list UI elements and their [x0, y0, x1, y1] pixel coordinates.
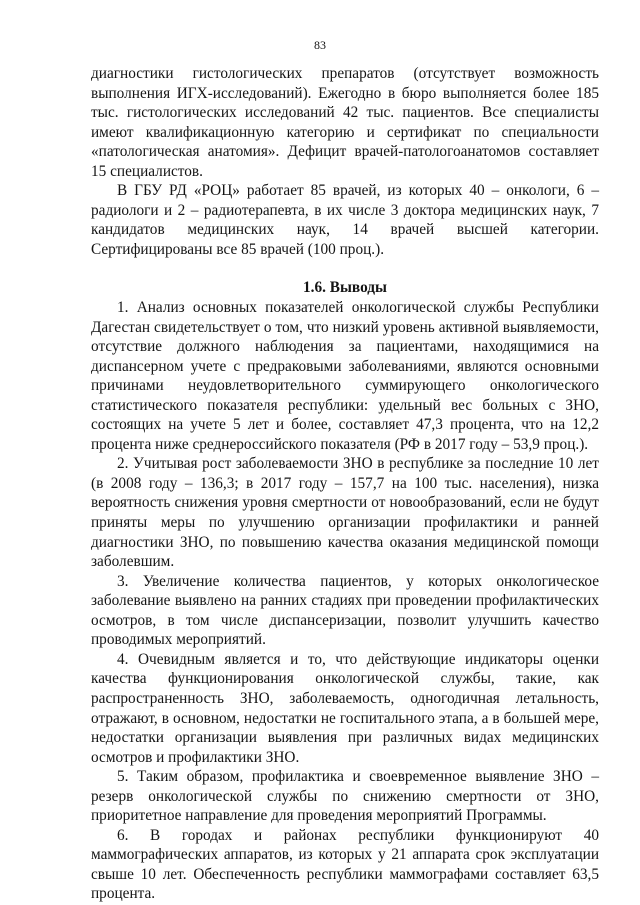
paragraph-oncology-center-staff: В ГБУ РД «РОЦ» работает 85 врачей, из которых 40 – онкологи, 6 – радиологи и 2 – радиотерапевта, в их числе 3 доктора медицинских наук, 7 кандидатов медицинских наук, 14 врачей высшей категории. Сертифицированы все 85 врачей (100 проц.).	[91, 182, 599, 258]
page-number: 83	[314, 38, 326, 52]
conclusion-item: 4. Очевидным является и то, что действующие индикаторы оценки качества функционирования онкологической службы, такие, как распространенность ЗНО, заболеваемость, одногодичная летальность, отражают, в основном, недостатки не госпитального этапа, а в большей мере, недостатки организации выявления при различных видах медицинских осмотров и профилактики ЗНО.	[91, 650, 599, 766]
conclusion-item: 2. Учитывая рост заболеваемости ЗНО в республике за последние 10 лет (в 2008 году – 136,3; в 2017 году – 157,7 на 100 тыс. населения), низка вероятность снижения уровня смертности от новообразований, если не будут приняты меры по улучшению организации профилактики и ранней диагностики ЗНО, по повышению качества оказания медицинской помощи заболевшим.	[91, 455, 599, 571]
document-body	[91, 64, 599, 904]
conclusion-item: 5. Таким образом, профилактика и своевременное выявление ЗНО – резерв онкологической службы по снижению смертности от ЗНО, приоритетное направление для проведения мероприятий Программы.	[91, 768, 599, 825]
section-title: 1.6. Выводы	[303, 279, 387, 297]
paragraph-pathology-bureau: диагностики гистологических препаратов (отсутствует возможность выполнения ИГХ-исследований). Ежегодно в бюро выполняется более 185 тыс. гистологических исследований 42 тыс. пациентов. Все специалисты имеют квалификационную категорию и сертификат по специальности «патологическая анатомия». Дефицит врачей-патологоанатомов составляет 15 специалистов.	[91, 65, 599, 180]
conclusion-item: 6. В городах и районах республики функционируют 40 маммографических аппаратов, из которых у 21 аппарата срок эксплуатации свыше 10 лет. Обеспеченность республики маммографами составляет 63,5 процента.	[91, 826, 599, 903]
conclusion-item: 1. Анализ основных показателей онкологической службы Республики Дагестан свидетельствует о том, что низкий уровень активной выявляемости, отсутствие должного наблюдения за пациентами, находящимися на диспансерном учете с предраковыми заболеваниями, являются основными причинами неудовлетворительного суммирующего онкологического статистического показателя республики: удельный вес больных с ЗНО, состоящих на учете 5 лет и более, составляет 47,3 процента, что на 12,2 процента ниже среднероссийского показателя (РФ в 2017 году – 53,9 проц.).	[91, 299, 599, 453]
conclusion-item: 3. Увеличение количества пациентов, у которых онкологическое заболевание выявлено на ранних стадиях при проведении профилактических осмотров, в том числе диспансеризации, позволит улучшить качество проводимых мероприятий.	[91, 572, 599, 649]
